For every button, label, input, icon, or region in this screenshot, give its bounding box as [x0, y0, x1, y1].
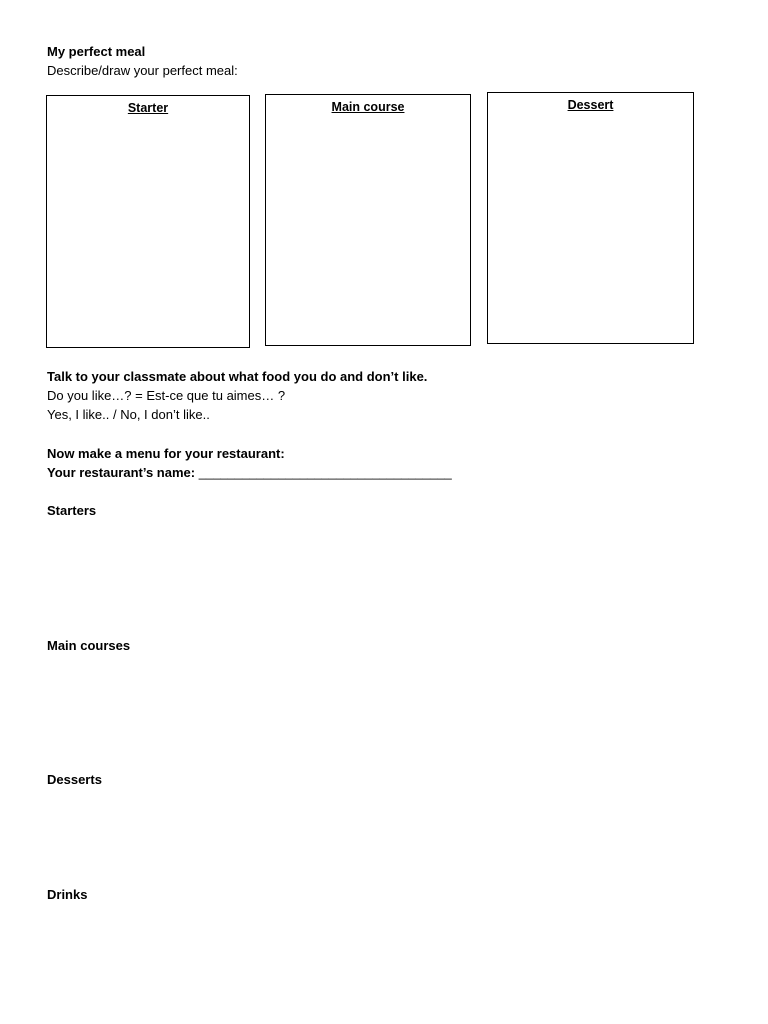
starter-box-label: Starter — [127, 101, 169, 115]
starter-drawing-box[interactable] — [46, 95, 250, 348]
restaurant-name-prompt: Your restaurant’s name: — [47, 465, 196, 480]
main-course-drawing-box[interactable] — [265, 94, 471, 346]
talk-line-question: Do you like…? = Est-ce que tu aimes… ? — [47, 388, 286, 403]
restaurant-name-row — [47, 465, 452, 481]
menu-heading: Now make a menu for your restaurant: — [47, 446, 285, 461]
section-main-courses-heading: Main courses — [47, 638, 131, 653]
main-course-box-label: Main course — [331, 100, 405, 114]
instruction-text: Describe/draw your perfect meal: — [47, 63, 238, 78]
talk-heading: Talk to your classmate about what food you do and don’t like. — [47, 369, 428, 384]
dessert-box-label: Dessert — [567, 98, 614, 112]
section-starters-heading: Starters — [47, 503, 97, 518]
restaurant-name-blank[interactable]: ___________________________________ — [198, 465, 452, 480]
dessert-drawing-box[interactable] — [487, 92, 694, 344]
talk-line-answer: Yes, I like.. / No, I don’t like.. — [47, 407, 210, 422]
section-desserts-heading: Desserts — [47, 772, 102, 787]
page-title: My perfect meal — [47, 44, 146, 59]
section-drinks-heading: Drinks — [47, 887, 88, 902]
